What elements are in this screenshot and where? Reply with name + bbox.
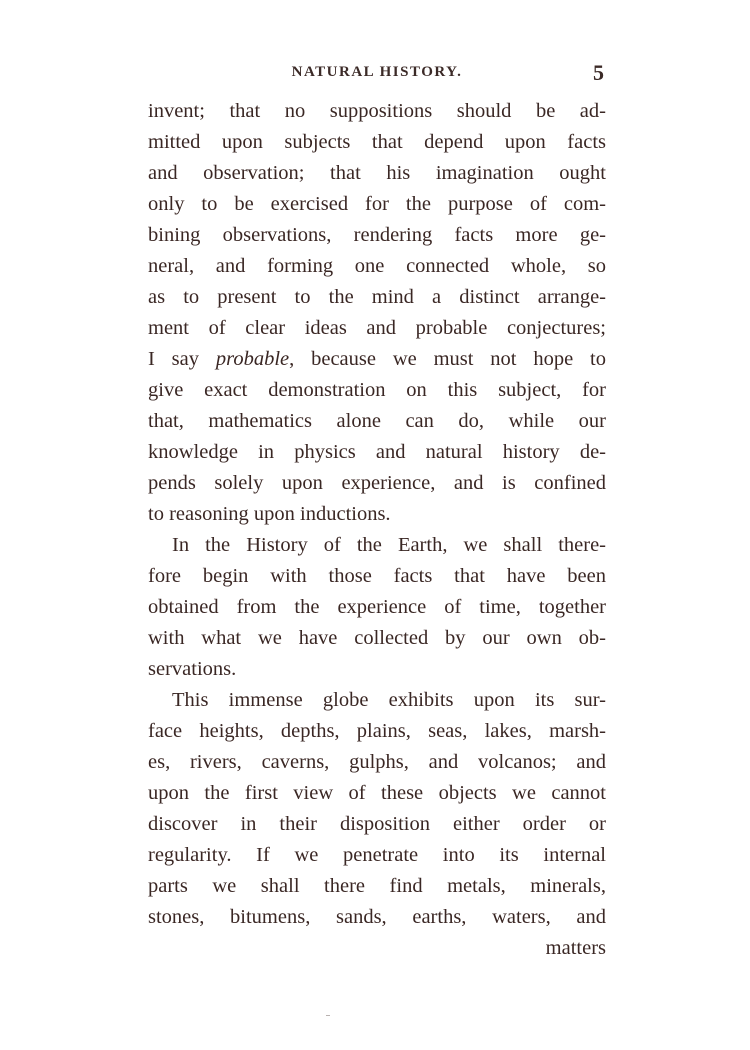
print-speck — [326, 1015, 330, 1016]
text-line: es, rivers, caverns, gulphs, and volcanos; and — [148, 751, 606, 773]
text-line: mitted upon subjects that depend upon facts — [148, 131, 606, 153]
text-line: bining observations, rendering facts more ge- — [148, 224, 606, 246]
text-line: pends solely upon experience, and is confined — [148, 472, 606, 494]
text-line: invent; that no suppositions should be ad- — [148, 100, 606, 122]
italic-word: probable — [215, 348, 290, 370]
text-line: This immense globe exhibits upon its sur- — [172, 689, 606, 711]
text-line: stones, bitumens, sands, earths, waters, and — [148, 906, 606, 928]
text-line: only to be exercised for the purpose of com- — [148, 193, 606, 215]
text-line: and observation; that his imagination ought — [148, 162, 606, 184]
text-line: In the History of the Earth, we shall there- — [172, 534, 606, 556]
text-line: servations. — [148, 658, 237, 680]
text-line: face heights, depths, plains, seas, lakes, marsh- — [148, 720, 606, 742]
text-line: knowledge in physics and natural history de- — [148, 441, 606, 463]
text-line: ment of clear ideas and probable conjectures; — [148, 317, 606, 339]
text-line: fore begin with those facts that have been — [148, 565, 606, 587]
body-text — [148, 96, 606, 964]
text-segment: I say — [148, 348, 216, 370]
page-header — [148, 60, 606, 90]
text-line: upon the first view of these objects we cannot — [148, 782, 606, 804]
text-line: regularity. If we penetrate into its internal — [148, 844, 606, 866]
text-line: give exact demonstration on this subject, for — [148, 379, 606, 401]
text-line: that, mathematics alone can do, while our — [148, 410, 606, 432]
text-segment: , because we must not hope to — [289, 348, 606, 370]
catchword: matters — [545, 937, 606, 959]
text-line: parts we shall there find metals, minerals, — [148, 875, 606, 897]
text-line: neral, and forming one connected whole, so — [148, 255, 606, 277]
text-line: discover in their disposition either order or — [148, 813, 606, 835]
running-head: NATURAL HISTORY. — [291, 64, 463, 80]
text-line: to reasoning upon inductions. — [148, 503, 391, 525]
page-number: 5 — [593, 60, 604, 85]
text-line: as to present to the mind a distinct arrange- — [148, 286, 606, 308]
text-line — [148, 344, 606, 375]
text-line: obtained from the experience of time, together — [148, 596, 606, 618]
text-line: with what we have collected by our own ob- — [148, 627, 606, 649]
